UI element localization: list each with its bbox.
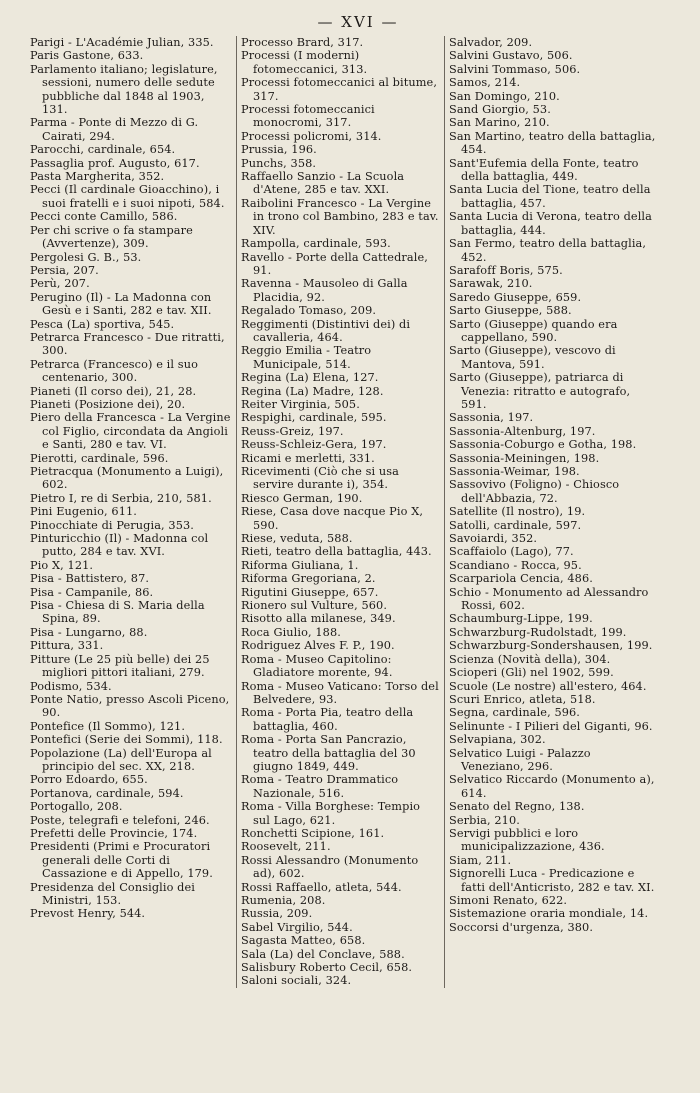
index-entry: Prefetti delle Provincie, 174. [30,826,198,840]
index-entry: Sassonia-Weimar, 198. [449,465,580,478]
index-entry: Sagasta Matteo, 658. [241,934,366,948]
index-entry: Sala (La) del Conclave, 588. [241,947,405,961]
index-entry: Reuss-Schleiz-Gera, 197. [241,438,387,452]
index-entry: Santa Lucia di Verona, teatro della battaglia, 444. [449,210,652,237]
index-entry: Regina (La) Elena, 127. [241,371,379,385]
index-entry: Raffaello Sanzio - La Scuola d'Atene, 285 e tav. XXI. [241,170,405,197]
index-entry: Scioperi (Gli) nel 1902, 599. [449,666,614,680]
index-entry: Perù, 207. [30,277,90,291]
index-entry: Pietracqua (Monumento a Luigi), 602. [30,465,224,492]
index-entry: Savoiardi, 352. [449,532,538,546]
index-entry: Rossi Alessandro (Monumento ad), 602. [241,853,419,881]
index-entry: Rumenia, 208. [241,894,326,907]
index-entry: Pierotti, cardinale, 596. [30,451,169,465]
index-entry: Selvatico Riccardo (Monumento a), 614. [449,773,655,800]
index-entry: Scarpariola Cencia, 486. [449,572,593,586]
index-entry: Roma - Museo Vaticano: Torso del Belvedere, 93. [241,679,439,706]
index-entry: Portogallo, 208. [30,800,123,814]
index-entry: Russia, 209. [241,907,313,921]
index-column-1 [30,36,236,988]
index-entry: Reggimenti (Distintivi dei) di cavalleria, 464. [241,317,411,344]
index-entry: Scandiano - Rocca, 95. [449,558,582,572]
index-entry: Prussia, 196. [241,143,317,157]
index-entry: Petrarca (Francesco) e il suo centenario, 300. [30,357,198,385]
index-entry: Sassonia-Coburgo e Gotha, 198. [449,438,637,452]
index-entry: Roma - Teatro Drammatico Nazionale, 516. [241,773,399,800]
index-entry: Rionero sul Vulture, 560. [241,599,388,613]
index-entry: Rieti, teatro della battaglia, 443. [241,545,432,559]
index-entry: Pisa - Campanile, 86. [30,585,154,599]
index-entry: Simoni Renato, 622. [449,894,568,907]
index-entry: Processo Brard, 317. [241,36,364,49]
index-entry: Sistemazione oraria mondiale, 14. [449,907,649,921]
index-entry: Paris Gastone, 633. [30,49,144,63]
index-entry: Pianeti (Il corso dei), 21, 28. [30,384,197,398]
index-entry: Processi fotomeccanici monocromi, 317. [241,103,375,130]
index-column-2 [236,36,444,988]
index-entry: Parlamento italiano; legislature, sessioni, numero delle sedute pubbliche dal 1848 al 1903, 131. [30,62,218,117]
index-entry: Persia, 207. [30,263,99,277]
index-entry: Satellite (Il nostro), 19. [449,505,586,519]
index-entry: Rossi Raffaello, atleta, 544. [241,880,402,894]
index-entry: Roosevelt, 211. [241,840,331,854]
index-entry: Ronchetti Scipione, 161. [241,826,385,840]
index-entry: Ravenna - Mausoleo di Galla Placidia, 92. [241,277,408,304]
index-entry: Pesca (La) sportiva, 545. [30,317,175,331]
index-entry: Riforma Giuliana, 1. [241,558,359,572]
index-entry: Santa Lucia del Tione, teatro della battaglia, 457. [449,183,651,210]
index-entry: Pecci (Il cardinale Gioacchino), i suoi fratelli e i suoi nipoti, 584. [30,183,225,210]
index-entry: Senato del Regno, 138. [449,800,585,814]
index-entry: Pini Eugenio, 611. [30,505,137,519]
index-entry: Ravello - Porte della Cattedrale, 91. [241,250,428,277]
index-entry: Pecci conte Camillo, 586. [30,210,178,224]
index-entry: Signorelli Luca - Predicazione e fatti dell'Anticristo, 282 e tav. XI. [449,867,655,894]
index-entry: Sant'Eufemia della Fonte, teatro della battaglia, 449. [449,156,639,184]
index-entry: Selinunte - I Pilieri del Giganti, 96. [449,719,653,733]
index-entry: San Domingo, 210. [449,89,560,103]
index-entry: Processi policromi, 314. [241,129,382,143]
index-entry: Petrarca Francesco - Due ritratti, 300. [30,330,225,358]
index-column-3 [444,36,660,988]
index-entry: Reggio Emilia - Teatro Municipale, 514. [241,344,372,371]
index-entry: Rigutini Giuseppe, 657. [241,585,379,599]
index-entry: Piero della Francesca - La Vergine col Figlio, circondata da Angioli e Santi, 280 e tav. VI. [30,411,231,452]
index-entry: Sarto Giuseppe, 588. [449,304,572,318]
index-entry: Ponte Natio, presso Ascoli Piceno, 90. [30,692,230,720]
index-entry: Parma - Ponte di Mezzo di G. Cairati, 294. [30,116,199,143]
index-entry: Roma - Porta San Pancrazio, teatro della battaglia del 30 giugno 1849, 449. [241,733,416,773]
index-entry: Regina (La) Madre, 128. [241,384,384,398]
index-entry: Perugino (Il) - La Madonna con Gesù e i Santi, 282 e tav. XII. [30,290,212,318]
index-entry: Roma - Museo Capitolino: Gladiatore morente, 94. [241,652,393,680]
index-entry: Riese, veduta, 588. [241,532,353,546]
index-entry: Sassovivo (Foligno) - Chiosco dell'Abbazia, 72. [449,478,620,505]
index-entry: Risotto alla milanese, 349. [241,612,396,626]
page-header: — XVI — [317,13,399,31]
index-entry: Pittura, 331. [30,639,104,653]
index-columns [30,36,686,988]
index-entry: Scaffaiolo (Lago), 77. [449,545,574,559]
index-entry: Sarto (Giuseppe) quando era cappellano, 590. [449,317,618,344]
index-entry: Punchs, 358. [241,156,317,170]
index-entry: Parigi - L'Académie Julian, 335. [30,36,214,49]
index-entry: Selvapiana, 302. [449,733,546,747]
index-entry: Pisa - Chiesa di S. Maria della Spina, 89. [30,599,205,626]
index-entry: Sarawak, 210. [449,277,533,291]
index-entry: Saloni sociali, 324. [241,974,352,988]
index-entry: Sarto (Giuseppe), patriarca di Venezia: ritratto e autografo, 591. [449,371,631,411]
index-entry: Reiter Virginia, 505. [241,397,360,411]
index-entry: Satolli, cardinale, 597. [449,518,582,532]
index-entry: Pisa - Battistero, 87. [30,572,150,586]
index-entry: Schwarzburg-Rudolstadt, 199. [449,625,627,639]
index-entry: Saredo Giuseppe, 659. [449,290,582,304]
index-entry: Selvatico Luigi - Palazzo Veneziano, 296. [449,746,591,773]
index-entry: Sarto (Giuseppe), vescovo di Mantova, 591. [449,344,616,371]
index-entry: Pisa - Lungarno, 88. [30,625,148,639]
index-entry: Salisbury Roberto Cecil, 658. [241,961,413,975]
index-entry: Ricami e merletti, 331. [241,451,375,465]
index-entry: Sarafoff Boris, 575. [449,263,563,277]
index-entry: Pio X, 121. [30,558,94,572]
index-entry: Salvador, 209. [449,36,533,49]
index-entry: Schwarzburg-Sondershausen, 199. [449,639,653,653]
index-entry: Regalado Tomaso, 209. [241,304,377,318]
index-entry: Scuri Enrico, atleta, 518. [449,692,596,706]
index-entry: Riese, Casa dove nacque Pio X, 590. [241,505,424,532]
index-entry: Presidenza del Consiglio dei Ministri, 153. [30,880,195,907]
index-entry: Sassonia-Meiningen, 198. [449,451,600,465]
index-entry: Reuss-Greiz, 197. [241,424,344,438]
index-entry: Pontefice (Il Sommo), 121. [30,719,186,733]
index-entry: Samos, 214. [449,76,521,90]
index-entry: Servigi pubblici e loro municipalizzazione, 436. [449,826,605,854]
index-entry: Presidenti (Primi e Procuratori generali delle Corti di Cassazione e di Appello, 179. [30,840,213,881]
index-entry: Sassonia-Altenburg, 197. [449,424,596,438]
index-entry: Pergolesi G. B., 53. [30,250,142,264]
index-entry: Raibolini Francesco - La Vergine in trono col Bambino, 283 e tav. XIV. [241,196,439,237]
index-entry: Salvini Tommaso, 506. [449,62,581,76]
index-entry: Sand Giorgio, 53. [449,103,551,117]
index-entry: Schaumburg-Lippe, 199. [449,612,593,626]
index-entry: Siam, 211. [449,853,512,867]
index-entry: Riforma Gregoriana, 2. [241,572,376,586]
index-entry: Porro Edoardo, 655. [30,773,148,787]
index-entry: Passaglia prof. Augusto, 617. [30,156,200,170]
index-entry: Roca Giulio, 188. [241,625,341,639]
index-entry: Serbia, 210. [449,813,520,827]
index-entry: Roma - Villa Borghese: Tempio sul Lago, 621. [241,800,421,827]
index-entry: Parocchi, cardinale, 654. [30,143,176,157]
index-entry: Poste, telegrafi e telefoni, 246. [30,813,210,827]
index-entry: Segna, cardinale, 596. [449,706,580,720]
index-entry: Prevost Henry, 544. [30,907,146,921]
index-entry: Popolazione (La) dell'Europa al principio del sec. XX, 218. [30,746,212,773]
index-entry: Pinturicchio (Il) - Madonna col putto, 284 e tav. XVI. [30,532,209,559]
index-entry: Roma - Porta Pia, teatro della battaglia, 460. [241,706,414,733]
index-entry: Podismo, 534. [30,679,112,693]
index-entry: Pontefici (Serie dei Sommi), 118. [30,733,223,747]
index-entry: Sassonia, 197. [449,411,534,425]
index-entry: Per chi scrive o fa stampare (Avvertenze), 309. [30,223,193,251]
index-entry: Scuole (Le nostre) all'estero, 464. [449,679,647,693]
index-entry: Scienza (Novità della), 304. [449,652,611,666]
index-entry: Rampolla, cardinale, 593. [241,237,391,251]
index-entry: Pietro I, re di Serbia, 210, 581. [30,491,212,505]
index-entry: Schio - Monumento ad Alessandro Rossi, 602. [449,585,649,613]
index-entry: Processi (I moderni) fotomeccanici, 313. [241,49,368,76]
index-entry: Processi fotomeccanici al bitume, 317. [241,76,438,103]
index-entry: Salvini Gustavo, 506. [449,49,573,63]
index-entry: San Fermo, teatro della battaglia, 452. [449,237,647,264]
index-entry: Ricevimenti (Ciò che si usa servire durante i), 354. [241,465,399,492]
index-entry: Rodriguez Alves F. P., 190. [241,639,395,653]
index-entry: San Marino, 210. [449,116,550,130]
index-entry: San Martino, teatro della battaglia, 454. [449,129,656,157]
index-entry: Sabel Virgilio, 544. [241,920,353,934]
index-entry: Riesco German, 190. [241,491,363,505]
index-entry: Pitture (Le 25 più belle) dei 25 migliori pittori italiani, 279. [30,652,210,680]
index-entry: Pinocchiate di Perugia, 353. [30,518,194,532]
index-entry: Portanova, cardinale, 594. [30,786,184,800]
index-entry: Pasta Margherita, 352. [30,170,165,184]
index-entry: Respighi, cardinale, 595. [241,411,387,425]
index-entry: Soccorsi d'urgenza, 380. [449,920,594,934]
index-entry: Pianeti (Posizione dei), 20. [30,397,186,411]
